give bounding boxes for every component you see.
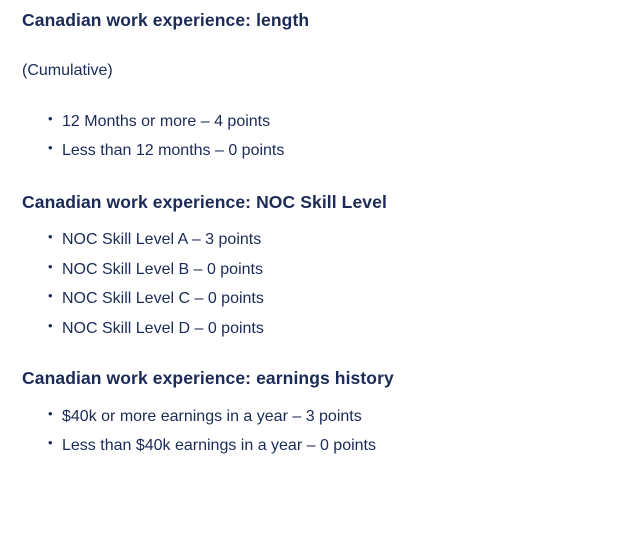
spacer [22,166,620,192]
list-item: • Less than $40k earnings in a year – 0 points [48,431,620,460]
section-heading-work-experience-length: Canadian work experience: length [22,10,310,30]
section-heading-earnings-history: Canadian work experience: earnings history [22,368,394,389]
spacer [22,343,620,368]
spacer [22,32,620,61]
list-item: • NOC Skill Level D – 0 points [48,314,620,343]
cumulative-note: (Cumulative) [22,61,113,79]
list-item: • NOC Skill Level B – 0 points [48,255,620,284]
spacer [22,390,620,402]
points-list-length [22,107,620,166]
list-item: • 12 Months or more – 4 points [48,107,620,136]
list-item: • Less than 12 months – 0 points [48,136,620,165]
section-heading-noc-skill-level: Canadian work experience: NOC Skill Level [22,191,387,212]
spacer [22,213,620,225]
list-item: • $40k or more earnings in a year – 3 points [48,402,620,431]
points-list-noc-skill-level [22,225,620,343]
spacer [22,82,620,107]
list-item: • NOC Skill Level C – 0 points [48,284,620,313]
points-list-earnings-history [22,402,620,461]
list-item: • NOC Skill Level A – 3 points [48,225,620,254]
